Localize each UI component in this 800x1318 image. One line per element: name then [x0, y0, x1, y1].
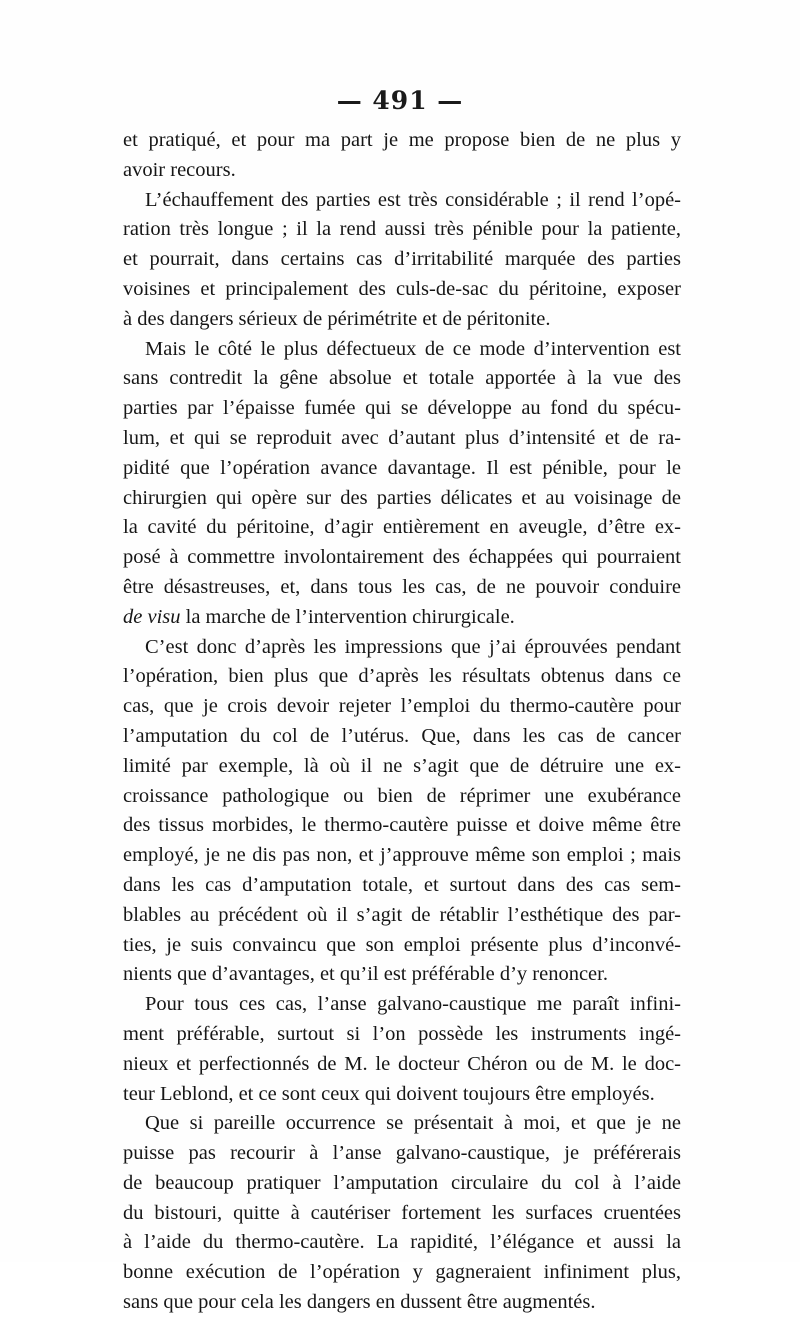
text-line: des tissus morbides, le thermo-cautère puisse et doive même être: [123, 814, 681, 837]
text-line: avoir recours.: [123, 158, 236, 181]
text-line: lum, et qui se reproduit avec d’autant plus d’intensité et de ra-: [123, 426, 681, 449]
text-line: puisse pas recourir à l’anse galvano-caustique, je préférerais: [123, 1142, 681, 1165]
text-line: à l’aide du thermo-cautère. La rapidité, l’élégance et aussi la: [123, 1231, 681, 1254]
text-line: Mais le côté le plus défectueux de ce mode d’intervention est: [145, 337, 681, 360]
text-line: nients que d’avantages, et qu’il est préférable d’y renoncer.: [123, 963, 608, 986]
text-line: blables au précédent où il s’agit de rétablir l’esthétique des par-: [123, 903, 681, 926]
text-line: C’est donc d’après les impressions que j’ai éprouvées pendant: [145, 635, 681, 658]
paragraph-1: [123, 126, 681, 186]
text-line: Que si pareille occurrence se présentait à moi, et que je ne: [145, 1112, 681, 1135]
text-line: [123, 603, 681, 633]
text-line: être désastreuses, et, dans tous les cas, de ne pouvoir conduire: [123, 575, 681, 598]
text-line: et pratiqué, et pour ma part je me propose bien de ne plus y: [123, 129, 681, 151]
text-line: l’opération, bien plus que d’après les résultats obtenus dans ce: [123, 665, 681, 688]
page-number: — 491 —: [336, 86, 464, 115]
text-line: employé, je ne dis pas non, et j’approuve même son emploi ; mais: [123, 844, 681, 867]
text-line: la cavité du péritoine, d’agir entièrement en aveugle, d’être ex-: [123, 516, 681, 539]
text-line: ration très longue ; il la rend aussi très pénible pour la patiente,: [123, 218, 681, 241]
text-line: sans contredit la gêne absolue et totale apportée à la vue des: [123, 367, 681, 390]
paragraph-4: [123, 633, 681, 991]
text-line: dans les cas d’amputation totale, et surtout dans des cas sem-: [123, 873, 681, 896]
text-line: parties par l’épaisse fumée qui se développe au fond du spécu-: [123, 397, 681, 420]
text-line: posé à commettre involontairement des échappées qui pourraient: [123, 546, 681, 569]
text-line: croissance pathologique ou bien de réprimer une exubérance: [123, 784, 681, 807]
text-line: et pourrait, dans certains cas d’irritabilité marquée des parties: [123, 248, 681, 271]
text-line: limité par exemple, là où il ne s’agit que de détruire une ex-: [123, 754, 681, 777]
text-line: voisines et principalement des culs-de-sac du péritoine, exposer: [123, 277, 681, 300]
text-line: cas, que je crois devoir rejeter l’emploi du thermo-cautère pour: [123, 695, 681, 718]
paragraph-6: [123, 1109, 681, 1318]
paragraph-3: [123, 335, 681, 633]
text-line: de beaucoup pratiquer l’amputation circulaire du col à l’aide: [123, 1171, 681, 1194]
text-line: ment préférable, surtout si l’on possède les instruments ingé-: [123, 1022, 681, 1045]
text-line: chirurgien qui opère sur des parties délicates et au voisinage de: [123, 486, 681, 509]
text-line: bonne exécution de l’opération y gagneraient infiniment plus,: [123, 1261, 681, 1284]
latin-phrase: de visu: [123, 605, 181, 628]
text-line-rest: la marche de l’intervention chirurgicale.: [180, 605, 515, 628]
paragraph-2: [123, 186, 681, 335]
body-text: [123, 126, 681, 1318]
text-line: sans que pour cela les dangers en dussent être augmentés.: [123, 1291, 596, 1314]
text-line: L’échauffement des parties est très considérable ; il rend l’opé-: [145, 188, 681, 211]
text-line: teur Leblond, et ce sont ceux qui doivent toujours être employés.: [123, 1082, 655, 1105]
text-line: l’amputation du col de l’utérus. Que, dans les cas de cancer: [123, 724, 681, 747]
text-line: à des dangers sérieux de périmétrite et de péritonite.: [123, 307, 551, 330]
text-line: du bistouri, quitte à cautériser fortement les surfaces cruentées: [123, 1201, 681, 1224]
text-line: pidité que l’opération avance davantage. Il est pénible, pour le: [123, 456, 681, 479]
text-line: ties, je suis convaincu que son emploi présente plus d’inconvé-: [123, 933, 681, 956]
text-line: Pour tous ces cas, l’anse galvano-caustique me paraît infini-: [145, 993, 681, 1016]
text-line: nieux et perfectionnés de M. le docteur Chéron ou de M. le doc-: [123, 1052, 681, 1075]
paragraph-5: [123, 990, 681, 1109]
